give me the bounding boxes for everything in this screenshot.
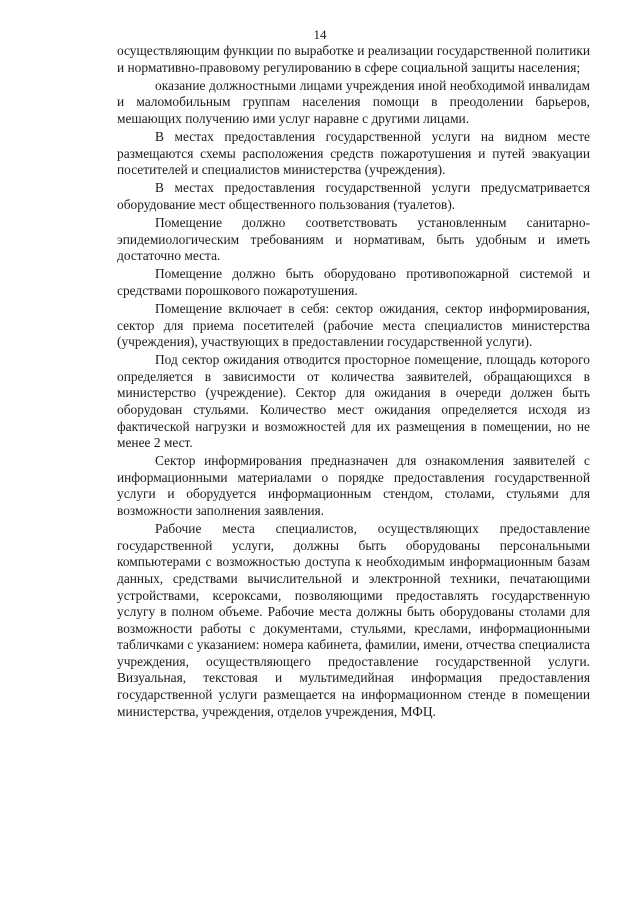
paragraph-evacuation-schemes: В местах предоставления государственной услуги на видном месте размещаются схемы расположения средств пожаротушения и путей эвакуации посетителей и специалистов министерства (учреждения). [117,128,590,178]
paragraph-public-facilities: В местах предоставления государственной услуги предусматривается оборудование мест общественного пользования (туалетов). [117,180,590,212]
page-number: 14 [313,27,327,42]
paragraph-social-protection-policy: осуществляющим функции по выработке и реализации государственной политики и нормативно-правовому регулированию в сфере социальной защиты населения; [117,43,590,75]
document-body [117,43,590,722]
paragraph-fire-protection: Помещение должно быть оборудовано противопожарной системой и средствами порошкового пожаротушения. [117,266,590,298]
paragraph-information-sector: Сектор информирования предназначен для ознакомления заявителей с информационными материалами о порядке предоставления государственной услуги и оборудуется информационным стендом, столами, стульями для возможности заполнения заявления. [117,453,590,519]
paragraph-disabled-assistance: оказание должностными лицами учреждения иной необходимой инвалидам и маломобильным группам населения помощи в преодолении барьеров, мешающих получению ими услуг наравне с другими лицами. [117,77,590,126]
paragraph-workplaces: Рабочие места специалистов, осуществляющих предоставление государственной услуги, должны быть оборудованы персональными компьютерами с возможностью доступа к необходимым информационным базам данных, средствами вычислительной и электронной техники, печатающими устройствами, ксероксами, позволяющими предоставлять государственную услугу в полном объеме. Рабочие места должны быть оборудованы столами для возможности работы с документами, стульями, креслами, информационными табличками с указанием: номера кабинета, фамилии, имени, отчества специалиста учреждения, осуществляющего предоставление государственной услуги. Визуальная, текстовая и мультимедийная информация предоставления государственной услуги размещается на информационном стенде в помещении министерства, учреждения, отделов учреждения, МФЦ. [117,521,590,719]
paragraph-waiting-sector: Под сектор ожидания отводится просторное помещение, площадь которого определяется в зависимости от количества заявителей, обращающихся в министерство (учреждение). Сектор для ожидания в очереди должен быть оборудован стульями. Количество мест ожидания определяется исходя из фактической нагрузки и возможностей для их размещения в помещении, но не менее 2 мест. [117,352,590,451]
paragraph-room-sectors: Помещение включает в себя: сектор ожидания, сектор информирования, сектор для приема посетителей (рабочие места специалистов министерства (учреждения), участвующих в предоставлении государственной услуги). [117,300,590,350]
paragraph-sanitary-requirements: Помещение должно соответствовать установленным санитарно-эпидемиологическим требованиям и нормативам, быть удобным и иметь достаточно места. [117,214,590,264]
